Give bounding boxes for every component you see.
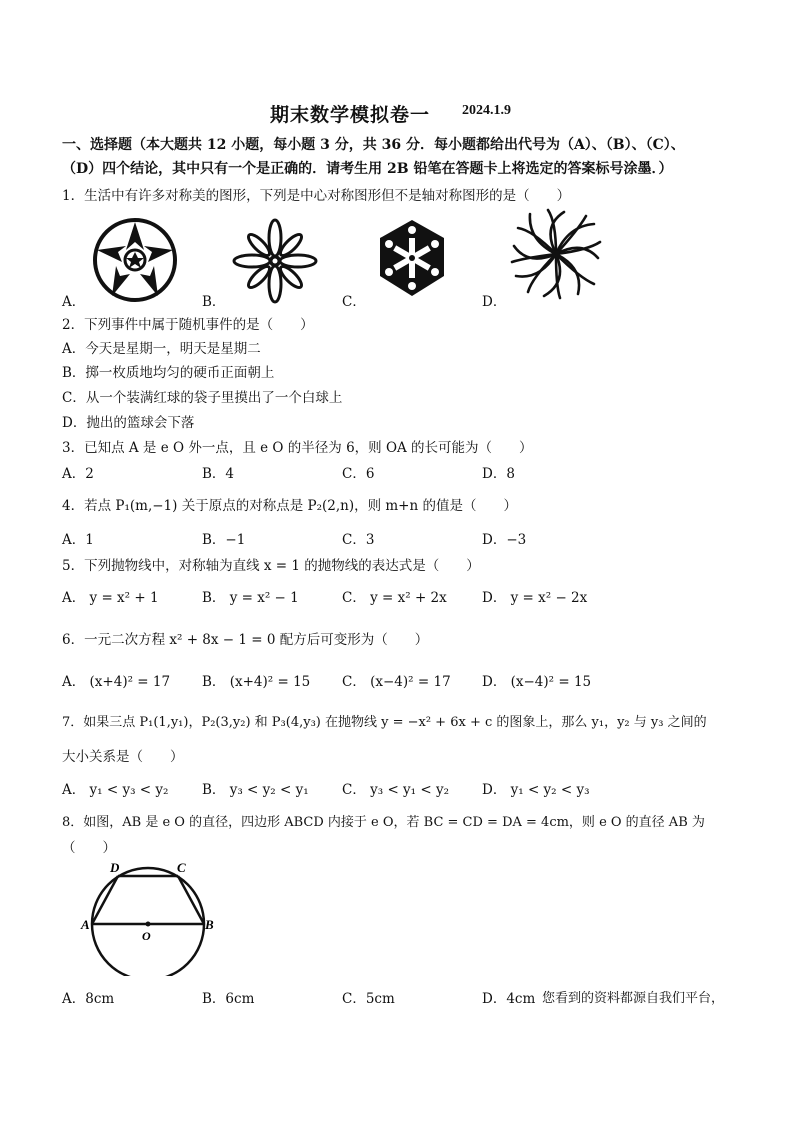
q7-option-b[interactable]: B． y₃ < y₂ < y₁ xyxy=(202,782,309,798)
vertex-label-a: A xyxy=(81,917,90,932)
q1-option-b[interactable]: B． xyxy=(202,294,226,310)
question-8-stem: 8．如图，AB 是 e O 的直径，四边形 ABCD 内接于 e O，若 BC = CD = DA = 4cm，则 e O 的直径 AB 为 xyxy=(62,815,705,830)
page-title: 期末数学模拟卷一 xyxy=(270,104,431,126)
q8-option-b[interactable]: B．6cm xyxy=(202,991,255,1007)
center-label-o: O xyxy=(142,929,151,943)
q6-option-a[interactable]: A． (x+4)² = 17 xyxy=(62,674,171,690)
vertex-label-d: D xyxy=(110,860,120,875)
vertex-label-b: B xyxy=(205,917,214,932)
q3-option-d[interactable]: D．8 xyxy=(482,466,515,482)
q7-option-d[interactable]: D． y₁ < y₂ < y₃ xyxy=(482,782,590,798)
eight-petal-flower-icon xyxy=(228,216,322,306)
question-1-stem: 1．生活中有许多对称美的图形，下列是中心对称图形但不是轴对称图形的是（ ） xyxy=(62,188,571,204)
q2-option-b[interactable]: B．掷一枚质地均匀的硬币正面朝上 xyxy=(62,365,275,381)
q3-option-a[interactable]: A．2 xyxy=(62,466,94,482)
q8-option-c[interactable]: C．5cm xyxy=(342,991,395,1007)
q6-option-c[interactable]: C． (x−4)² = 17 xyxy=(342,674,451,690)
q5-option-c[interactable]: C． y = x² + 2x xyxy=(342,590,447,606)
q5-option-d[interactable]: D． y = x² − 2x xyxy=(482,590,588,606)
question-4-stem: 4．若点 P₁(m,−1) 关于原点的对称点是 P₂(2,n)，则 m+n 的值是（ ） xyxy=(62,498,517,514)
q1-option-d[interactable]: D． xyxy=(482,294,507,310)
question-8-stem-continued: （ ） xyxy=(62,840,116,856)
q4-option-c[interactable]: C．3 xyxy=(342,532,375,548)
q5-option-a[interactable]: A． y = x² + 1 xyxy=(62,590,159,606)
q1-option-a[interactable]: A． xyxy=(62,294,86,310)
q4-option-b[interactable]: B．−1 xyxy=(202,532,246,548)
q3-option-c[interactable]: C．6 xyxy=(342,466,375,482)
q4-option-a[interactable]: A．1 xyxy=(62,532,94,548)
q2-option-c[interactable]: C．从一个装满红球的袋子里摸出了一个白球上 xyxy=(62,390,343,406)
question-5-stem: 5．下列抛物线中，对称轴为直线 x = 1 的抛物线的表达式是（ ） xyxy=(62,558,480,574)
q2-option-d[interactable]: D．抛出的篮球会下落 xyxy=(62,415,195,431)
q8-option-a[interactable]: A．8cm xyxy=(62,991,115,1007)
q1-option-c[interactable]: C． xyxy=(342,294,366,310)
exam-date: 2024.1.9 xyxy=(462,103,511,118)
snowflake-icon xyxy=(372,216,452,300)
star-flower-icon xyxy=(88,216,182,306)
vertex-label-c: C xyxy=(177,860,186,875)
q7-option-a[interactable]: A． y₁ < y₃ < y₂ xyxy=(62,782,169,798)
platform-watermark-text: 您看到的资料都源自我们平台， xyxy=(542,991,725,1006)
question-3-stem: 3．已知点 A 是 e O 外一点，且 e O 的半径为 6，则 OA 的长可能为（ ） xyxy=(62,440,533,456)
inscribed-quadrilateral-figure xyxy=(78,856,218,976)
q2-option-a[interactable]: A．今天是星期一，明天是星期二 xyxy=(62,341,261,357)
q7-option-c[interactable]: C． y₃ < y₁ < y₂ xyxy=(342,782,450,798)
question-2-stem: 2．下列事件中属于随机事件的是（ ） xyxy=(62,317,314,333)
q6-option-b[interactable]: B． (x+4)² = 15 xyxy=(202,674,311,690)
question-7-stem-continued: 大小关系是（ ） xyxy=(62,749,184,765)
q8-option-d[interactable]: D．4cm xyxy=(482,991,536,1007)
q3-option-b[interactable]: B．4 xyxy=(202,466,235,482)
q5-option-b[interactable]: B． y = x² − 1 xyxy=(202,590,299,606)
spiral-pinwheel-icon xyxy=(508,206,604,302)
q4-option-d[interactable]: D．−3 xyxy=(482,532,527,548)
q6-option-d[interactable]: D． (x−4)² = 15 xyxy=(482,674,592,690)
question-6-stem: 6．一元二次方程 x² + 8x − 1 = 0 配方后可变形为（ ） xyxy=(62,632,429,648)
section-instructions-line2: （D）四个结论，其中只有一个是正确的．请考生用 2B 铅笔在答题卡上将选定的答案标号涂墨．） xyxy=(62,161,673,177)
question-7-stem: 7．如果三点 P₁(1,y₁)，P₂(3,y₂) 和 P₃(4,y₃) 在抛物线 y = −x² + 6x + c 的图象上，那么 y₁，y₂ 与 y₃ 之间的 xyxy=(62,715,707,730)
section-instructions-line1: 一、选择题（本大题共 12 小题，每小题 3 分，共 36 分．每小题都给出代号为（A）、（B）、（C）、 xyxy=(62,137,685,153)
